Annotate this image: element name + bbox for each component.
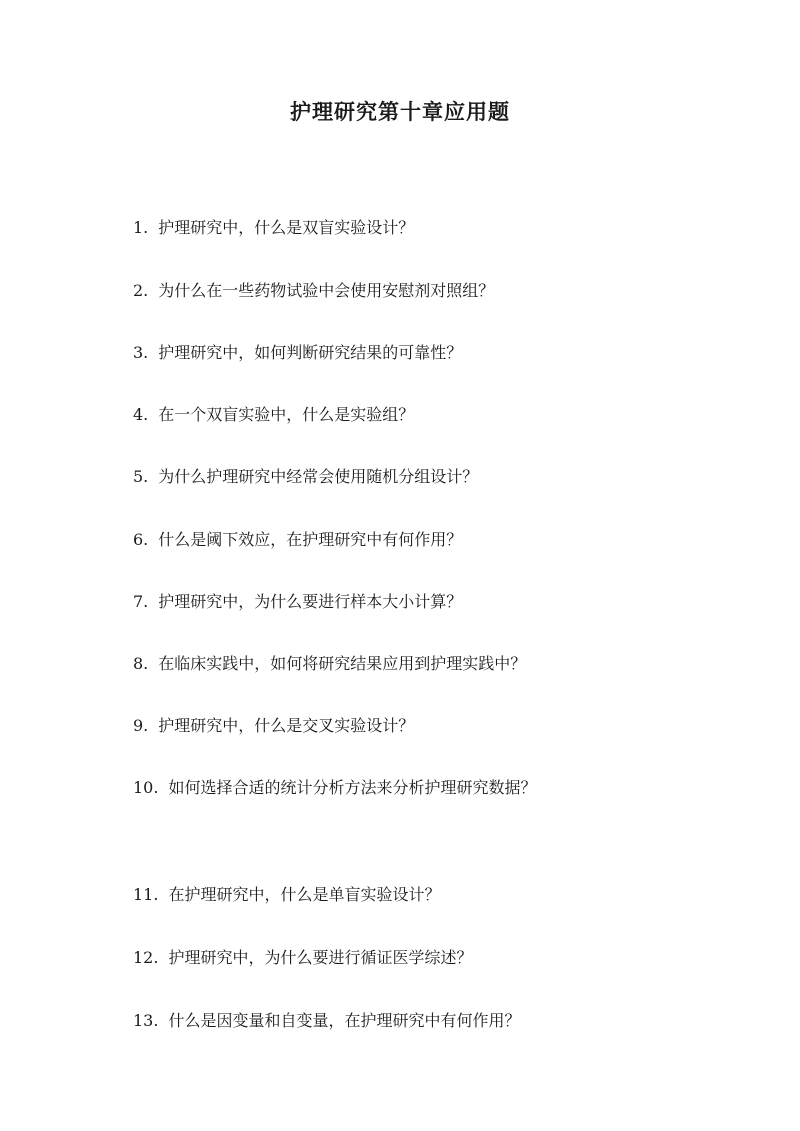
question-item: [133, 343, 462, 363]
question-item: [133, 948, 472, 968]
question-item: [133, 1011, 520, 1031]
question-item: [133, 654, 526, 674]
question-number: 13.: [133, 1011, 159, 1030]
document-title: 护理研究第十章应用题: [290, 99, 510, 124]
question-item: [133, 405, 414, 425]
question-text: 什么是因变量和自变量，在护理研究中有何作用？: [168, 1011, 521, 1030]
question-text: 为什么护理研究中经常会使用随机分组设计？: [158, 467, 479, 486]
question-text: 在护理研究中，什么是单盲实验设计？: [168, 885, 441, 904]
question-item: [133, 281, 494, 301]
question-number: 12.: [133, 948, 159, 967]
question-item: [133, 530, 462, 550]
question-text: 为什么在一些药物试验中会使用安慰剂对照组？: [158, 281, 495, 300]
question-text: 在一个双盲实验中，什么是实验组？: [158, 405, 415, 424]
question-item: [133, 716, 414, 736]
question-number: 11.: [133, 885, 159, 904]
question-number: 8.: [133, 654, 149, 673]
question-text: 什么是阈下效应，在护理研究中有何作用？: [158, 530, 463, 549]
question-number: 9.: [133, 716, 149, 735]
question-text: 护理研究中，为什么要进行样本大小计算？: [158, 592, 463, 611]
question-number: 3.: [133, 343, 149, 362]
question-item: [133, 592, 462, 612]
question-item: [133, 885, 440, 905]
question-number: 5.: [133, 467, 149, 486]
question-item: [133, 218, 414, 238]
question-number: 4.: [133, 405, 149, 424]
question-text: 护理研究中，什么是交叉实验设计？: [158, 716, 415, 735]
question-item: [133, 778, 536, 798]
question-text: 如何选择合适的统计分析方法来分析护理研究数据？: [168, 778, 537, 797]
question-number: 1.: [133, 218, 149, 237]
question-number: 6.: [133, 530, 149, 549]
question-text: 护理研究中，为什么要进行循证医学综述？: [168, 948, 473, 967]
question-text: 在临床实践中，如何将研究结果应用到护理实践中？: [158, 654, 527, 673]
question-number: 2.: [133, 281, 149, 300]
question-number: 7.: [133, 592, 149, 611]
question-text: 护理研究中，什么是双盲实验设计？: [158, 218, 415, 237]
question-number: 10.: [133, 778, 159, 797]
question-item: [133, 467, 478, 487]
question-text: 护理研究中，如何判断研究结果的可靠性？: [158, 343, 463, 362]
